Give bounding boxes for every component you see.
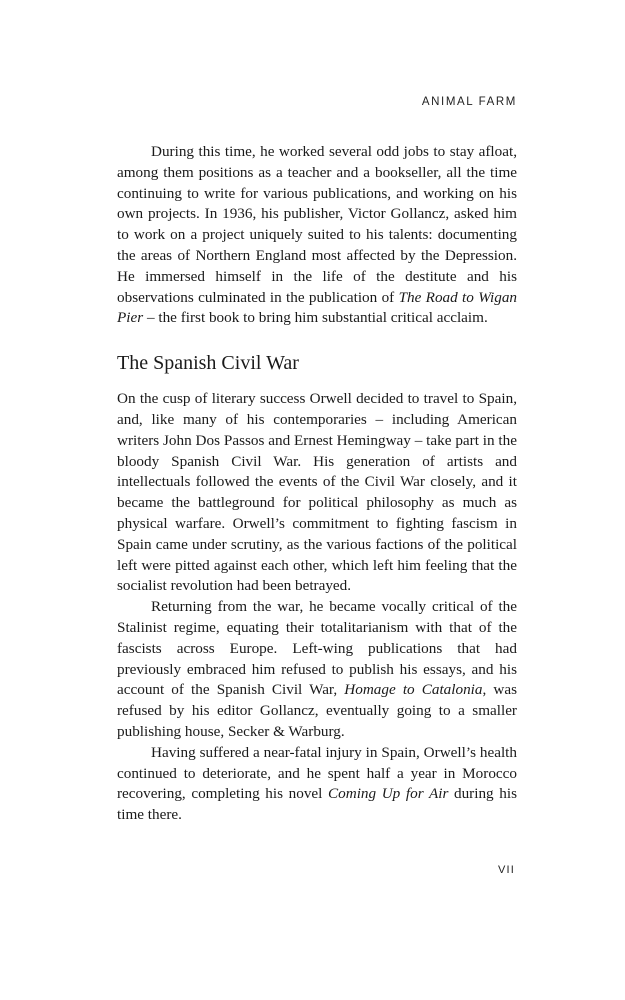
paragraph-text: , was refused by his editor Gollancz, eventually going to a smaller publishing house, Secker & Warburg. (117, 681, 518, 740)
paragraph-text: During this time, he worked several odd jobs to stay afloat, among them positions as a teacher and a bookseller, all the time continuing to write for various publications, and working on his own projects. In 1936, his publisher, Victor Gollancz, asked him to work on a project uniquely suited to his talents: documenting the areas of Northern England most affected by the Depression. He immersed himself in the life of the destitute and his observations culminated in the publication of (117, 143, 517, 306)
paragraph-text: Returning from the war, he became vocally critical of the Stalinist regime, equating their totalitarianism with that of the fascists across Europe. Left-wing publications that had previously embraced him refused to publish his essays, and his account of the Spanish Civil War, (117, 598, 517, 699)
page-text (117, 142, 517, 826)
paragraph-text: during his time there. (117, 785, 517, 824)
paragraph-text: Having suffered a near-fatal injury in Spain, Orwell’s health continued to deteriorate, and he spent half a year in Morocco recovering, completing his novel (117, 743, 517, 803)
page-number: VII (497, 864, 515, 876)
section-heading: The Spanish Civil War (117, 352, 299, 375)
paragraph (117, 597, 517, 743)
paragraph: On the cusp of literary success Orwell decided to travel to Spain, and, like many of his contemporaries – including American writers John Dos Passos and Ernest Hemingway – take part in the bloody Spanish Civil War. His generation of artists and intellectuals followed the events of the Civil War closely, and it became the battleground for political philosophy as much as physical warfare. Orwell’s commitment to fighting fascism in Spain came under scrutiny, as the various factions of the political left were pitted against each other, which left him feeling that the socialist revolution had been betrayed. (117, 390, 517, 595)
book-title: The Road to Wigan Pier (117, 288, 518, 327)
paragraph-text: – the first book to bring him substantial critical acclaim. (143, 309, 488, 327)
paragraph (117, 743, 517, 826)
paragraph (117, 142, 517, 329)
running-header-title: ANIMAL FARM (421, 96, 517, 108)
book-title: Homage to Catalonia (344, 681, 483, 699)
book-title: Coming Up for Air (328, 785, 449, 803)
